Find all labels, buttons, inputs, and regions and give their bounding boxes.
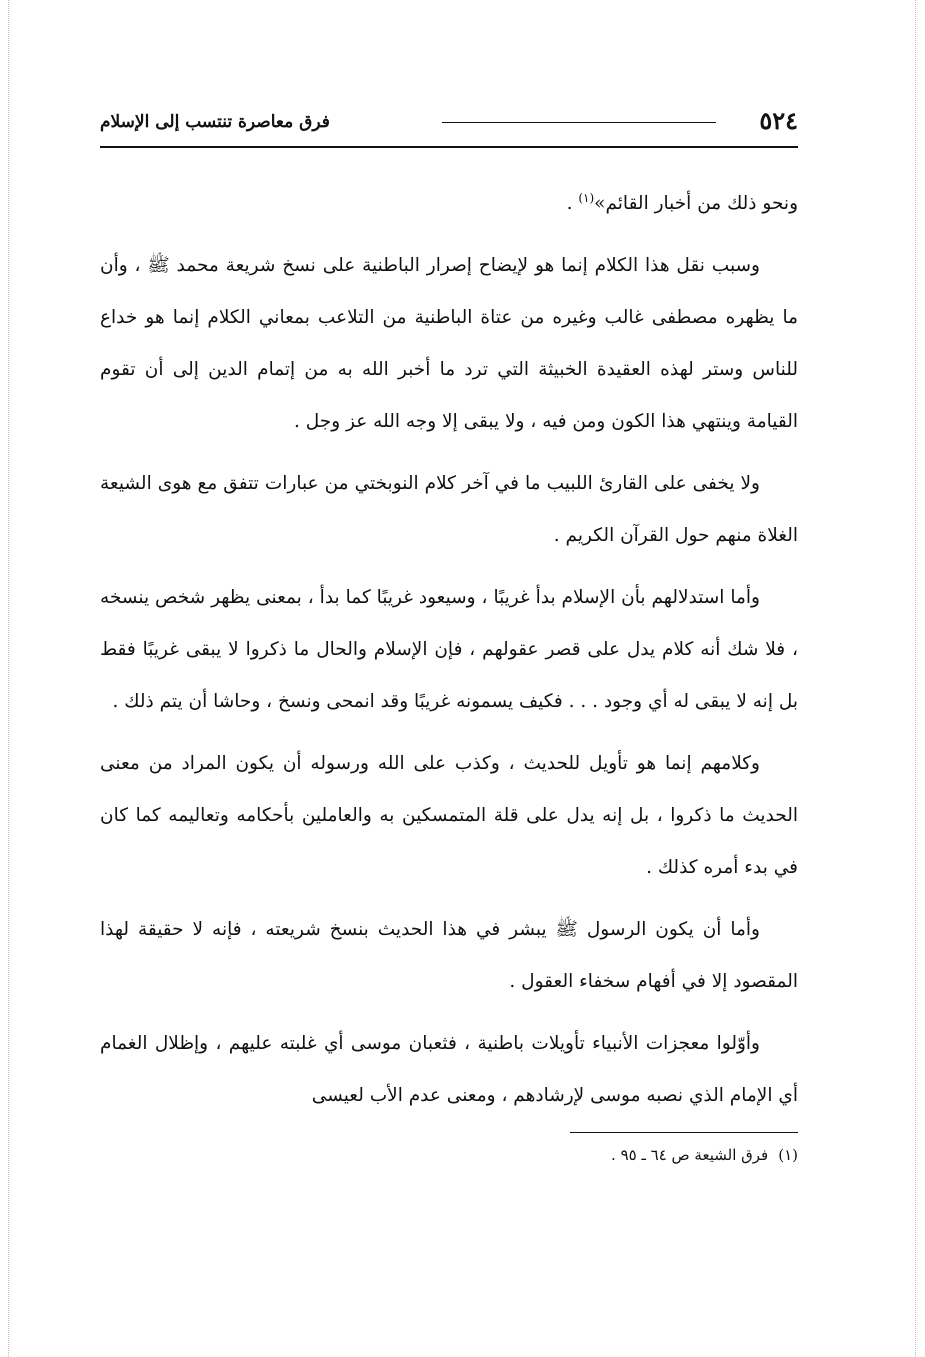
running-header — [100, 100, 798, 148]
footnote-text: فرق الشيعة ص ٦٤ ـ ٩٥ . — [611, 1146, 769, 1164]
header-rule — [442, 122, 716, 123]
footnote-marker: (١) — [778, 1146, 798, 1164]
scan-edge-right — [915, 0, 916, 1357]
paragraph-4: وأما استدلالهم بأن الإسلام بدأ غريبًا ، وسيعود غريبًا كما بدأ ، بمعنى يظهر شخص ينسخه ، فلا شك أنه كلام يدل على قصر عقولهم ، فإن الإسلام والحال ما ذكروا لا يبقى غريبًا فقط بل إنه لا يبقى له أي وجود . . . فكيف يسمونه غريبًا وقد انمحى ونسخ ، وحاشا أن يتم ذلك . — [100, 587, 798, 712]
paragraph-3: ولا يخفى على القارئ اللبيب ما في آخر كلام النوبختي من عبارات تتفق مع هوى الشيعة الغلاة منهم حول القرآن الكريم . — [100, 473, 798, 546]
paragraph-1-text: ونحو ذلك من أخبار القائم» — [594, 193, 798, 214]
footnote-rule — [570, 1132, 798, 1133]
body-text — [100, 178, 798, 1122]
paragraph-5: وكلامهم إنما هو تأويل للحديث ، وكذب على الله ورسوله أن يكون المراد من معنى الحديث ما ذكروا ، بل إنه يدل على قلة المتمسكين به والعاملين بأحكامه وتعاليمه كما كان في بدء أمره كذلك . — [100, 753, 798, 878]
running-title: فرق معاصرة تنتسب إلى الإسلام — [100, 112, 330, 132]
footnote — [100, 1143, 798, 1167]
paragraph-2: وسبب نقل هذا الكلام إنما هو لإيضاح إصرار الباطنية على نسخ شريعة محمد ﷺ ، وأن ما يظهره مصطفى غالب وغيره من عتاة الباطنية من التلاعب بمعاني الكلام إنما هو خداع للناس وستر لهذه العقيدة الخبيثة التي ترد ما أخبر الله به من إتمام الدين إلى أن تقوم القيامة وينتهي هذا الكون ومن فيه ، ولا يبقى إلا وجه الله عز وجل . — [100, 255, 798, 432]
paragraph-6: وأما أن يكون الرسول ﷺ يبشر في هذا الحديث بنسخ شريعته ، فإنه لا حقيقة لهذا المقصود إلا في أفهام سخفاء العقول . — [100, 919, 798, 992]
footnote-reference: (١) — [578, 190, 595, 205]
scan-edge-left — [8, 0, 9, 1357]
page-number: ٥٢٤ — [759, 106, 798, 135]
paragraph-1-tail: . — [566, 193, 579, 214]
paragraph-7: وأوّلوا معجزات الأنبياء تأويلات باطنية ، فثعبان موسى أي غلبته عليهم ، وإظلال الغمام أي الإمام الذي نصبه موسى لإرشادهم ، ومعنى عدم الأب لعيسى — [100, 1033, 798, 1106]
document-page — [100, 100, 798, 1167]
paragraph-1 — [100, 178, 798, 230]
